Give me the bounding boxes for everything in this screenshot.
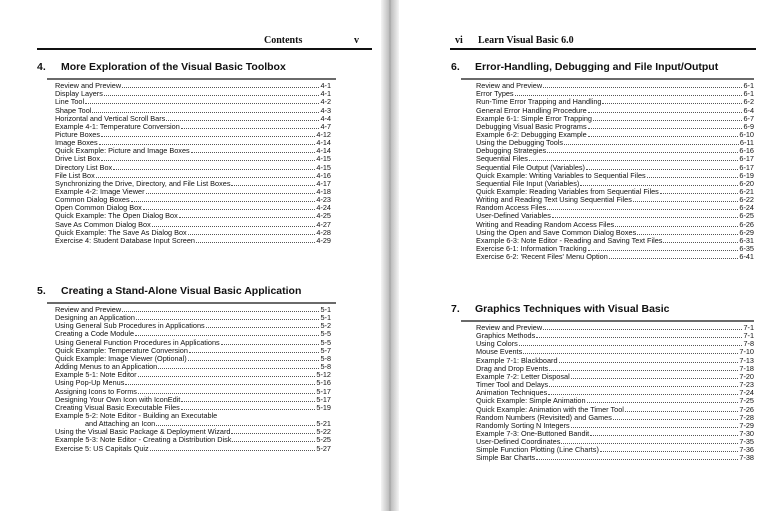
toc-entry-page: 7-36 <box>739 445 754 455</box>
toc-entry <box>476 454 754 462</box>
toc-entry-page: 7-38 <box>739 453 754 463</box>
dot-leader <box>101 160 315 161</box>
toc-entry-title: Adding Menus to an Application <box>55 362 158 372</box>
toc-entry-page: 7-30 <box>739 428 754 438</box>
toc-entry-page: 5-17 <box>316 386 331 396</box>
toc-entry-title: Mouse Events <box>476 347 523 357</box>
toc-entry-page: 6-4 <box>743 105 754 115</box>
toc-entry-title: Quick Example: The Open Dialog Box <box>55 211 178 221</box>
dot-leader <box>647 177 739 178</box>
dot-leader <box>156 425 315 426</box>
toc-entry-title: Using General Function Procedures in Applications <box>55 337 220 347</box>
chapter-number: 5. <box>37 285 46 297</box>
dot-leader <box>548 394 738 395</box>
toc-entry-title: Quick Example: Temperature Conversion <box>55 345 188 355</box>
toc-entry-page: 7-10 <box>739 347 754 357</box>
toc-entry-title: Randomly Sorting N Integers <box>476 420 570 430</box>
dot-leader <box>564 144 739 145</box>
toc-entry-page: 5-1 <box>320 305 331 314</box>
dot-leader <box>188 360 320 361</box>
toc-entry-title: Review and Preview <box>55 81 122 90</box>
dot-leader <box>637 234 738 235</box>
dot-leader <box>99 144 316 145</box>
toc-entry-title: Example 7-2: Letter Disposal <box>476 371 570 381</box>
toc-entry-title: Example 5-2: Note Editor - Building an Executable <box>55 410 218 420</box>
dot-leader <box>131 201 316 202</box>
dot-leader <box>231 433 315 434</box>
dot-leader <box>104 95 320 96</box>
toc-entry-title: Example 4-2: Image Viewer <box>55 186 145 196</box>
toc-entry-page: 4-17 <box>316 178 331 188</box>
toc-entry-title: Using the Visual Basic Package & Deployment Wizard <box>55 427 231 437</box>
chapter-title: Creating a Stand-Alone Visual Basic Application <box>61 285 302 297</box>
toc-entry-page: 4-15 <box>316 162 331 172</box>
toc-entry-page: 6-35 <box>739 244 754 253</box>
toc-entry-page: 5-12 <box>316 370 331 380</box>
dot-leader <box>181 409 316 410</box>
toc-entry-page: 7-18 <box>739 363 754 373</box>
toc-entry-title: Sequential File Output (Variables) <box>476 162 585 172</box>
toc-entry-page: 7-13 <box>739 355 754 365</box>
toc-entry-page: 7-26 <box>739 404 754 414</box>
chapter-rule <box>461 78 754 80</box>
toc-entry-title: Sequential File Input (Variables) <box>476 178 580 188</box>
running-head: Learn Visual Basic 6.0 <box>478 35 574 46</box>
toc-entry-page: 7-29 <box>739 420 754 430</box>
dot-leader <box>571 378 739 379</box>
toc-entry-page: 4-16 <box>316 170 331 180</box>
toc-entry-page: 4-14 <box>316 138 331 148</box>
toc-entry <box>55 445 331 453</box>
dot-leader <box>588 250 739 251</box>
toc-entry-page: 4-12 <box>316 129 331 139</box>
dot-leader <box>615 226 738 227</box>
dot-leader <box>232 441 315 442</box>
dot-leader <box>600 451 739 452</box>
toc-entry-page: 6-1 <box>743 89 754 99</box>
toc-entry-title: Example 4-1: Temperature Conversion <box>55 121 180 131</box>
toc-entry-title: Run-Time Error Trapping and Handling <box>476 97 602 107</box>
dot-leader <box>552 217 738 218</box>
toc-entry-page: 4-28 <box>316 227 331 237</box>
toc-entry-title: Random Access Files <box>476 203 547 213</box>
chapter-number: 7. <box>451 303 460 315</box>
dot-leader <box>136 319 320 320</box>
toc-entry-page: 6-31 <box>739 235 754 245</box>
toc-entry-page: 5-22 <box>316 427 331 437</box>
chapter-heading <box>451 61 718 73</box>
toc-entry-page: 6-22 <box>739 195 754 205</box>
dot-leader <box>580 185 738 186</box>
toc-entry-page: 4-1 <box>320 81 331 90</box>
dot-leader <box>536 459 738 460</box>
dot-leader <box>189 352 320 353</box>
right-page <box>399 0 768 511</box>
dot-leader <box>188 234 316 235</box>
toc-entry-page: 6-7 <box>743 113 754 123</box>
dot-leader <box>135 335 319 336</box>
toc-entry-title: Using Colors <box>476 339 518 349</box>
toc-entry-page: 5-8 <box>320 362 331 372</box>
toc-entry-title: and Attaching an Icon <box>85 419 156 429</box>
dot-leader <box>559 362 739 363</box>
toc-entry-page: 6-10 <box>739 129 754 139</box>
toc-entry-page: 5-27 <box>316 443 331 453</box>
dot-leader <box>196 242 315 243</box>
page-number: v <box>354 35 359 46</box>
toc-entry-page: 5-2 <box>320 321 331 331</box>
dot-leader <box>609 258 739 259</box>
toc-entry-page: 7-25 <box>739 396 754 406</box>
toc-entry <box>476 253 754 261</box>
toc-entry-title: Synchronizing the Drive, Directory, and File List Boxes <box>55 178 231 188</box>
toc-entry-page: 4-14 <box>316 146 331 156</box>
dot-leader <box>523 353 738 354</box>
dot-leader <box>143 209 316 210</box>
dot-leader <box>543 329 742 330</box>
toc-entry-title: Example 5-3: Note Editor - Creating a Distribution Disk <box>55 435 232 445</box>
toc-entry-page: 6-20 <box>739 178 754 188</box>
toc-entry-page: 6-21 <box>739 186 754 196</box>
toc-entry-title: Creating a Code Module <box>55 329 135 339</box>
dot-leader <box>590 435 738 436</box>
toc-entry-title: Quick Example: The Save As Dialog Box <box>55 227 187 237</box>
toc-entry-page: 5-1 <box>320 313 331 323</box>
dot-leader <box>206 327 320 328</box>
dot-leader <box>549 370 738 371</box>
toc-entry-title: Quick Example: Animation with the Timer Tool <box>476 404 624 414</box>
toc-entry-page: 4-4 <box>320 113 331 123</box>
dot-leader <box>146 193 316 194</box>
toc-entry-title: Error Types <box>476 89 514 99</box>
toc-entry-page: 4-29 <box>316 235 331 245</box>
toc-entry-page: 4-27 <box>316 219 331 229</box>
toc-entry-page: 4-25 <box>316 211 331 221</box>
chapter-heading <box>451 303 670 315</box>
dot-leader <box>92 112 319 113</box>
toc-entry-page: 4-2 <box>320 97 331 107</box>
chapter-title: Error-Handling, Debugging and File Input/Output <box>475 61 719 73</box>
toc-entry-page: 5-21 <box>316 419 331 429</box>
toc-entry-title: Timer Tool and Delays <box>476 380 549 390</box>
toc-entry-page: 5-8 <box>320 353 331 363</box>
dot-leader <box>587 402 739 403</box>
toc-entry-title: Example 6-1: Simple Error Trapping <box>476 113 592 123</box>
toc-entry-page: 7-23 <box>739 380 754 390</box>
toc-entry-title: Line Tool <box>55 97 85 107</box>
toc-entry-title: Using Pop-Up Menus <box>55 378 125 388</box>
toc-entry <box>476 82 754 90</box>
toc-entry-page: 6-1 <box>743 81 754 90</box>
dot-leader <box>547 209 738 210</box>
toc-entry-title: Simple Function Plotting (Line Charts) <box>476 445 599 455</box>
toc-entry-title: Debugging Strategies <box>476 146 547 156</box>
toc-entry-page: 7-20 <box>739 371 754 381</box>
dot-leader <box>515 95 743 96</box>
dot-leader <box>179 217 316 218</box>
toc-entry-title: Example 7-1: Blackboard <box>476 355 558 365</box>
toc-entry-page: 4-1 <box>320 89 331 99</box>
toc-entry-page: 5-5 <box>320 329 331 339</box>
running-head: Contents <box>264 35 303 46</box>
toc-entry-page: 7-24 <box>739 388 754 398</box>
toc-entry-title: Quick Example: Writing Variables to Sequential Files <box>476 170 646 180</box>
toc-entry-title: Graphics Methods <box>476 331 536 341</box>
toc-entry-title: Example 5-1: Note Editor <box>55 370 137 380</box>
dot-leader <box>101 136 315 137</box>
toc-entry-title: Review and Preview <box>476 81 543 90</box>
toc-entry-title: Assigning Icons to Forms <box>55 386 137 396</box>
toc-entry-title: Save As Common Dialog Box <box>55 219 151 229</box>
dot-leader <box>85 103 319 104</box>
dot-leader <box>543 87 742 88</box>
toc-entry-title: Exercise 6-1: Information Tracking <box>476 244 587 253</box>
chapter-rule <box>47 78 336 80</box>
toc-entry-page: 7-8 <box>743 339 754 349</box>
dot-leader <box>571 427 739 428</box>
dot-leader <box>536 337 742 338</box>
toc-entry-title: Quick Example: Image Viewer (Optional) <box>55 353 187 363</box>
toc-entry-title: Review and Preview <box>476 323 543 332</box>
dot-leader <box>158 368 319 369</box>
toc-entry-title: Directory List Box <box>55 162 113 172</box>
toc-entry-page: 6-24 <box>739 203 754 213</box>
toc-entry-title: Picture Boxes <box>55 129 101 139</box>
toc-entry-title: Debugging Visual Basic Programs <box>476 121 587 131</box>
dot-leader <box>122 87 319 88</box>
dot-leader <box>549 386 738 387</box>
toc-entry-page: 6-41 <box>739 252 754 262</box>
header-rule <box>450 48 756 50</box>
dot-leader <box>96 177 316 178</box>
toc-entry-title: Designing Your Own Icon with IconEdit <box>55 394 181 404</box>
toc-entry-title: General Error Handling Procedure <box>476 105 587 115</box>
toc-entry-title: Writing and Reading Text Using Sequential Files <box>476 195 632 205</box>
book-gutter <box>381 0 399 511</box>
toc-entry-title: Shape Tool <box>55 105 92 115</box>
dot-leader <box>586 169 738 170</box>
dot-leader <box>625 411 738 412</box>
toc-entry-page: 6-19 <box>739 170 754 180</box>
toc-entry-title: User-Defined Coordinates <box>476 437 561 447</box>
dot-leader <box>663 242 738 243</box>
toc-entry-page: 6-9 <box>743 121 754 131</box>
dot-leader <box>588 128 743 129</box>
dot-leader <box>113 169 315 170</box>
toc-entry <box>55 164 331 172</box>
toc-entry-title: Using the Open and Save Common Dialog Boxes <box>476 227 637 237</box>
toc-entry-title: Animation Techniques <box>476 388 548 398</box>
toc-entry-page: 5-19 <box>316 402 331 412</box>
toc-entry-page: 4-3 <box>320 105 331 115</box>
toc-entry-page: 4-23 <box>316 195 331 205</box>
dot-leader <box>602 103 742 104</box>
toc-entry-page: 4-7 <box>320 121 331 131</box>
toc-entry-title: Using the Debugging Tools <box>476 138 564 148</box>
chapter-heading <box>37 285 301 297</box>
toc-entry-title: Example 6-2: Debugging Example <box>476 129 587 139</box>
dot-leader <box>660 193 739 194</box>
toc-entry-title: File List Box <box>55 170 95 180</box>
dot-leader <box>152 226 316 227</box>
toc-entry-title: Quick Example: Simple Animation <box>476 396 586 406</box>
chapter-title: Graphics Techniques with Visual Basic <box>475 303 670 315</box>
chapter-rule <box>461 320 754 322</box>
toc-entry-page: 6-26 <box>739 219 754 229</box>
dot-leader <box>221 344 320 345</box>
toc-entry-page: 7-1 <box>743 323 754 332</box>
toc-entry-page: 7-1 <box>743 331 754 341</box>
dot-leader <box>519 345 743 346</box>
dot-leader <box>138 393 315 394</box>
toc-entry-title: Example 7-3: One-Buttoned Bandit <box>476 428 590 438</box>
toc-entry <box>55 98 331 106</box>
toc-entry-title: Writing and Reading Random Access Files <box>476 219 615 229</box>
dot-leader <box>122 311 319 312</box>
toc-entry-page: 6-25 <box>739 211 754 221</box>
toc-entry-title: Exercise 6-2: 'Recent Files' Menu Option <box>476 252 608 262</box>
toc-entry-title: Drag and Drop Events <box>476 363 549 373</box>
dot-leader <box>125 384 315 385</box>
toc-entry-page: 5-5 <box>320 337 331 347</box>
toc-entry-page: 5-17 <box>316 394 331 404</box>
dot-leader <box>588 112 743 113</box>
toc-entry-page: 7-35 <box>739 437 754 447</box>
toc-entry-title: Image Boxes <box>55 138 98 148</box>
toc-entry-page: 6-11 <box>739 138 754 148</box>
dot-leader <box>181 128 320 129</box>
page-number: vi <box>455 35 463 46</box>
toc-entry-page: 5-7 <box>320 345 331 355</box>
dot-leader <box>633 201 739 202</box>
chapter-heading <box>37 61 286 73</box>
toc-entry-page: 4-15 <box>316 154 331 164</box>
toc-entry-page: 6-16 <box>739 146 754 156</box>
dot-leader <box>561 443 738 444</box>
dot-leader <box>613 419 739 420</box>
chapter-number: 6. <box>451 61 460 73</box>
toc-entry-page: 6-29 <box>739 227 754 237</box>
toc-entry-title: Random Numbers (Revisited) and Games <box>476 412 612 422</box>
dot-leader <box>150 450 316 451</box>
toc-entry-page: 4-18 <box>316 186 331 196</box>
dot-leader <box>138 376 316 377</box>
toc-entry-title: Horizontal and Vertical Scroll Bars <box>55 113 166 123</box>
dot-leader <box>181 401 315 402</box>
chapter-rule <box>47 302 336 304</box>
header-rule <box>37 48 372 50</box>
toc-entry-title: Using General Sub Procedures in Applications <box>55 321 205 331</box>
toc-entry-title: Designing an Application <box>55 313 135 323</box>
toc-entry-title: Sequential Files <box>476 154 528 164</box>
toc-entry-title: Drive List Box <box>55 154 101 164</box>
chapter-title: More Exploration of the Visual Basic Toolbox <box>61 61 286 73</box>
toc-entry-title: Exercise 5: US Capitals Quiz <box>55 443 149 453</box>
toc-entry-title: Simple Bar Charts <box>476 453 536 463</box>
toc-entry-title: Exercise 4: Student Database Input Screen <box>55 235 195 245</box>
dot-leader <box>529 160 738 161</box>
dot-leader <box>547 152 738 153</box>
toc-entry <box>55 237 331 245</box>
toc-entry-page: 4-24 <box>316 203 331 213</box>
toc-entry <box>55 90 331 98</box>
chapter-number: 4. <box>37 61 46 73</box>
toc-entry-title: User-Defined Variables <box>476 211 551 221</box>
toc-entry-title: Quick Example: Reading Variables from Sequential Files <box>476 186 659 196</box>
toc-entry-title: Common Dialog Boxes <box>55 195 130 205</box>
toc-entry-page: 6-17 <box>739 162 754 172</box>
dot-leader <box>231 185 315 186</box>
left-page <box>0 0 381 511</box>
toc-entry-title: Display Layers <box>55 89 103 99</box>
dot-leader <box>593 120 742 121</box>
toc-entry-title: Review and Preview <box>55 305 122 314</box>
toc-entry-page: 5-25 <box>316 435 331 445</box>
toc-entry-page: 5-16 <box>316 378 331 388</box>
dot-leader <box>588 136 739 137</box>
toc-entry-title: Creating Visual Basic Executable Files <box>55 402 180 412</box>
toc-entry-title: Quick Example: Picture and Image Boxes <box>55 146 190 156</box>
toc-entry-page: 6-2 <box>743 97 754 107</box>
dot-leader <box>191 152 316 153</box>
dot-leader <box>166 120 319 121</box>
toc-entry-page: 7-28 <box>739 412 754 422</box>
toc-entry-page: 6-17 <box>739 154 754 164</box>
toc-entry-title: Example 6-3: Note Editor - Reading and Saving Text Files <box>476 235 663 245</box>
toc-entry-title: Open Common Dialog Box <box>55 203 142 213</box>
